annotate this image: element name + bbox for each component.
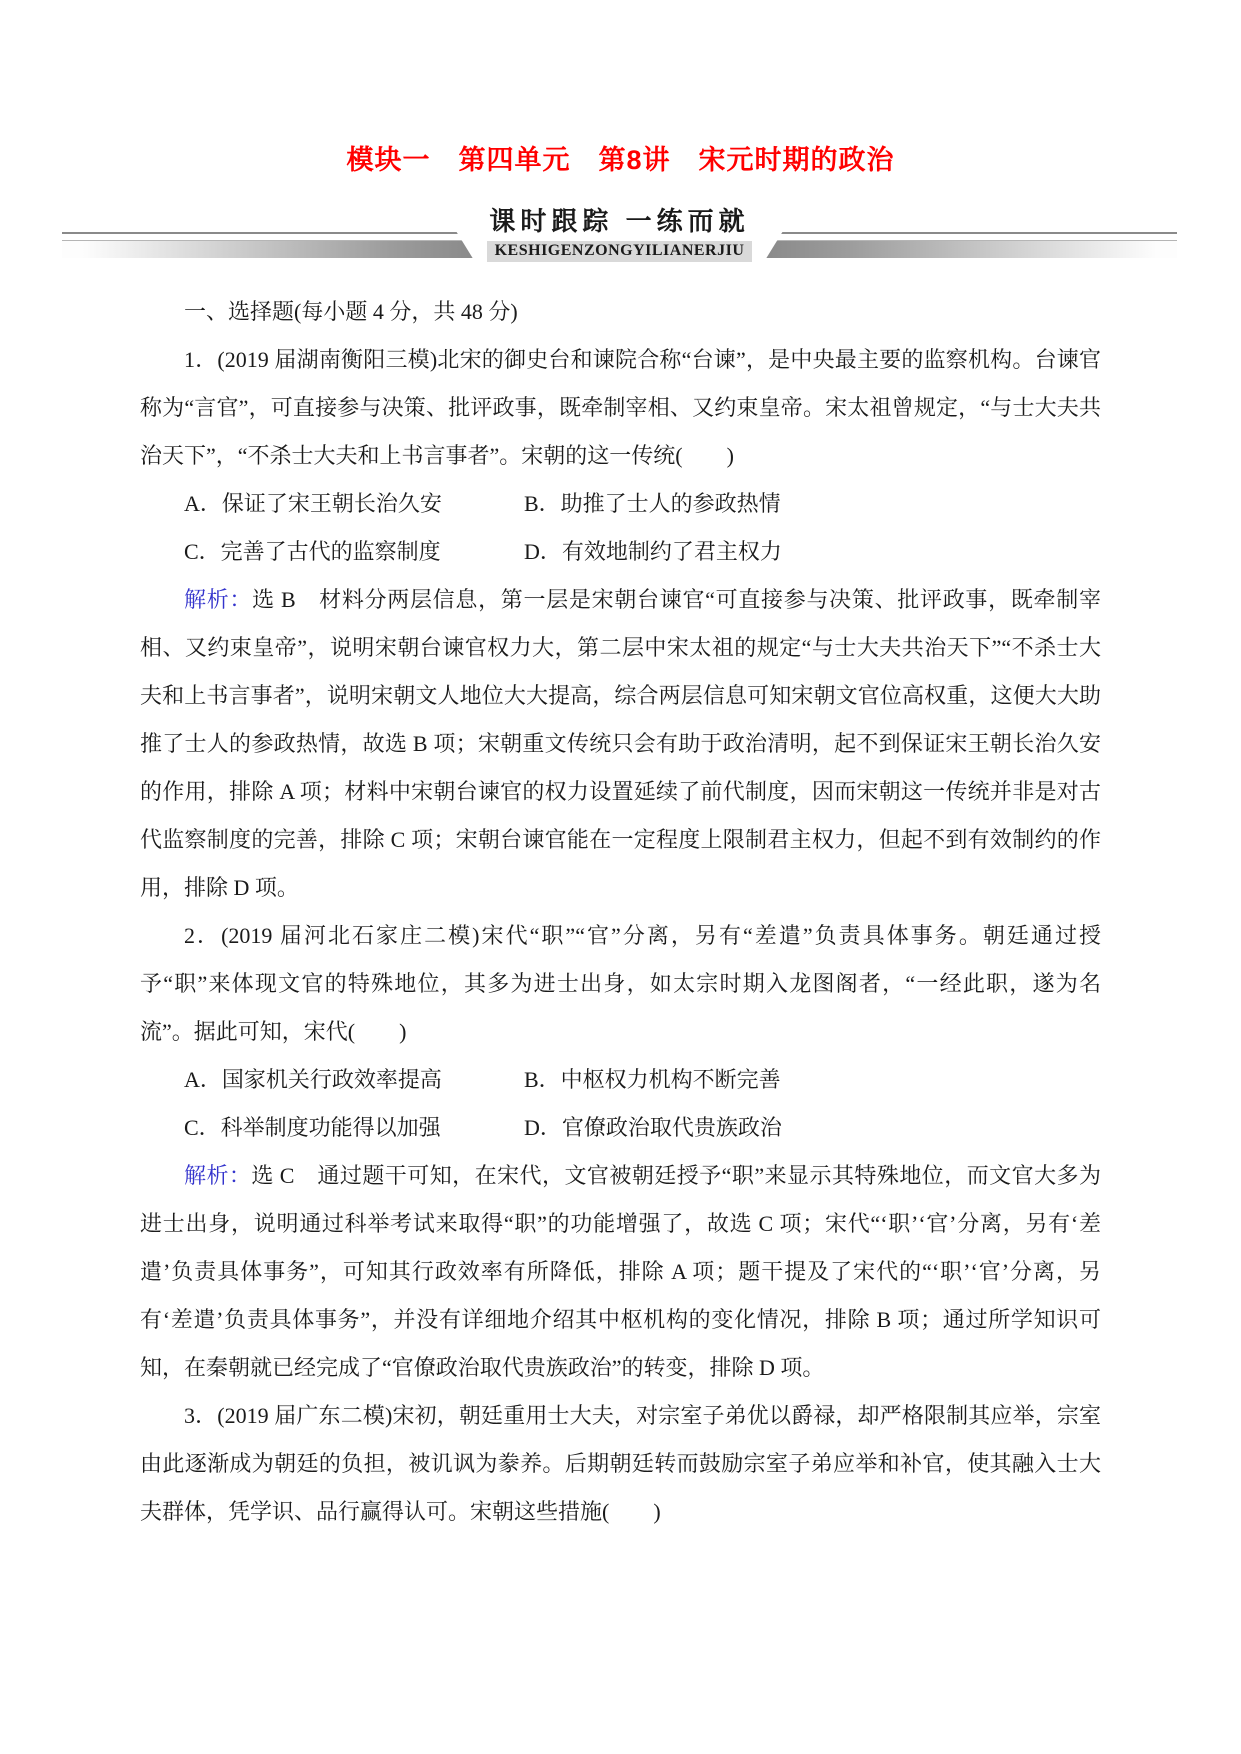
- section-heading: 一、选择题(每小题 4 分，共 48 分): [184, 299, 518, 324]
- page-title: 模块一 第四单元 第8讲 宋元时期的政治: [346, 145, 895, 175]
- question-2-analysis-label: 解析：: [184, 1163, 252, 1188]
- question-1-analysis-text: 选 B 材料分两层信息，第一层是宋朝台谏官“可直接参与决策、批评政事，既牵制宰相、又约束皇帝”，说明宋朝台谏官权力大，第二层中宋太祖的规定“与士大夫共治天下”“不杀士大夫和上书言事者”，说明宋朝文人地位大大提高，综合两层信息可知宋朝文官位高权重，这便大大助推了士人的参政热情，故选 B 项；宋朝重文传统只会有助于政治清明，起不到保证宋王朝长治久安的作用，排除 A 项；材料中宋朝台谏官的权力设置延续了前代制度，因而宋朝这一传统并非是对古代监察制度的完善，排除 C 项；宋朝台谏官能在一定程度上限制君主权力，但起不到有效制约的作用，排除 D 项。: [140, 587, 1101, 900]
- banner-sub-label: KESHIGENZONGYILIANERJIU: [487, 241, 753, 262]
- banner-right-ribbon-highlight: [766, 232, 1177, 241]
- question-1-option-d: D．有效地制约了君主权力: [524, 539, 782, 564]
- banner-right-ribbon: [766, 232, 1177, 258]
- banner-right-ribbon-gradient: [766, 241, 1177, 258]
- question-1-analysis: [140, 576, 1101, 912]
- question-2-option-b: B．中枢权力机构不断完善: [524, 1067, 781, 1092]
- question-2-options-row-ab: [140, 1056, 1101, 1104]
- question-3-stem: 3．(2019 届广东二模)宋初，朝廷重用士大夫，对宗室子弟优以爵禄，却严格限制其应举，宗室由此逐渐成为朝廷的负担，被讥讽为豢养。后期朝廷转而鼓励宗室子弟应举和补官，使其融入士大夫群体，凭学识、品行赢得认可。宋朝这些措施( ): [140, 1403, 1101, 1524]
- question-2-option-d: D．官僚政治取代贵族政治: [524, 1115, 782, 1140]
- question-1-stem: 1．(2019 届湖南衡阳三模)北宋的御史台和谏院合称“台谏”，是中央最主要的监察机构。台谏官称为“言官”，可直接参与决策、批评政事，既牵制宰相、又约束皇帝。宋太祖曾规定，“与士大夫共治天下”，“不杀士大夫和上书言事者”。宋朝的这一传统( ): [140, 347, 1101, 468]
- question-1-options-row-ab: [140, 480, 1101, 528]
- worksheet-content: [140, 288, 1101, 1536]
- banner-main-label: 课时跟踪 一练而就: [489, 206, 750, 236]
- section-banner: [62, 201, 1177, 262]
- question-2-analysis: [140, 1152, 1101, 1392]
- question-1-option-b: B．助推了士人的参政热情: [524, 491, 781, 516]
- question-1-option-a: A．保证了宋王朝长治久安: [184, 491, 442, 516]
- question-2-stem: 2．(2019 届河北石家庄二模)宋代“职”“官”分离，另有“差遣”负责具体事务。朝廷通过授予“职”来体现文官的特殊地位，其多为进士出身，如太宗时期入龙图阁者，“一经此职，遂为名流”。据此可知，宋代( ): [140, 923, 1101, 1044]
- question-1-option-c: C．完善了古代的监察制度: [184, 539, 441, 564]
- banner-left-ribbon: [62, 232, 473, 258]
- banner-left-ribbon-highlight: [62, 232, 473, 241]
- question-2-options-row-cd: [140, 1104, 1101, 1152]
- question-1-options-row-cd: [140, 528, 1101, 576]
- banner-left-ribbon-gradient: [62, 241, 473, 258]
- question-2-option-c: C．科举制度功能得以加强: [184, 1115, 441, 1140]
- question-2-option-a: A．国家机关行政效率提高: [184, 1067, 442, 1092]
- banner-center: [473, 201, 767, 262]
- question-1-analysis-label: 解析：: [184, 587, 253, 612]
- question-2-analysis-text: 选 C 通过题干可知，在宋代，文官被朝廷授予“职”来显示其特殊地位，而文官大多为进士出身，说明通过科举考试来取得“职”的功能增强了，故选 C 项；宋代“‘职’‘官’分离，另有‘差遣’负责具体事务”，可知其行政效率有所降低，排除 A 项；题干提及了宋代的“‘职’‘官’分离，另有‘差遣’负责具体事务”，并没有详细地介绍其中枢机构的变化情况，排除 B 项；通过所学知识可知，在秦朝就已经完成了“官僚政治取代贵族政治”的转变，排除 D 项。: [140, 1163, 1101, 1380]
